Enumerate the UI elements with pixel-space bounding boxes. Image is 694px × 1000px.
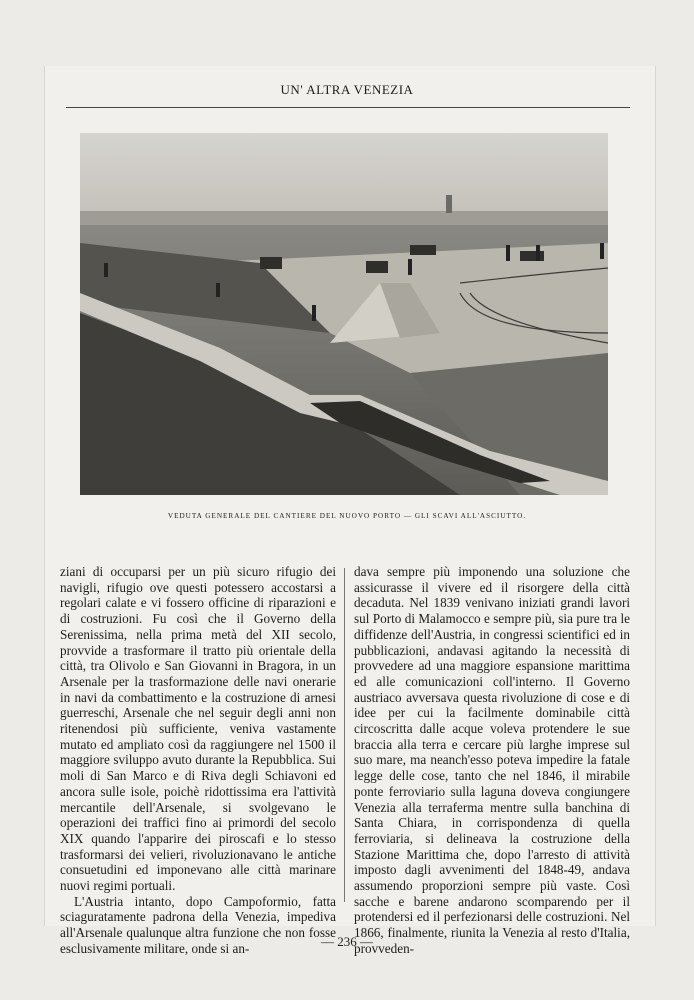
paragraph: L'Austria intanto, dopo Campoformio, fatta sciaguratamente padrona della Venezia, impediva all'Arsenale qualunque altra funzione che non fosse esclusivamente militare, onde si an- (60, 893, 336, 956)
paragraph: ziani di occuparsi per un più sicuro rifugio dei navigli, rifugio ove questi potessero accostarsi a regolari calate e vi fossero officine di riparazioni e di costruzioni. Fu così che il Governo della Serenissima, nella prima metà del XII secolo, provvide a trasformare il tratto più orientale della città, tra Olivolo e San Giovanni in Bragora, in un Arsenale per la trasformazione delle navi onerarie in navi da combattimento e la costruzione di arnesi guerreschi, Arsenale che nel seguir degli anni non ritenendosi più sufficiente, veniva vastamente mutato ed ampliato così da raggiungere nel 1500 il maggiore sviluppo avuto durante la Repubblica. Sui moli di San Marco e di Riva degli Schiavoni ed ancora sulle isole, poichè ridottissima era l'attività mercantile dell'Arsenale, si svolgevano le operazioni dei traffici fino ai primordi del secolo XIX quando l'apparire dei piroscafi e lo stesso trasformarsi dei velieri, rivoluzionavano le antiche consuetudini ed imponevano alle città marinare nuovi regimi portuali. (60, 564, 336, 894)
figure-caption: VEDUTA GENERALE DEL CANTIERE DEL NUOVO PORTO — GLI SCAVI ALL'ASCIUTTO. (167, 512, 527, 520)
header-rule (66, 107, 630, 108)
construction-site-photo (80, 133, 608, 495)
paragraph: dava sempre più imponendo una soluzione che assicurasse il vivere ed il risorgere della città decaduta. Nel 1839 venivano iniziati grandi lavori sul Porto di Malamocco e sempre più, sia pure tra le diffidenze dell'Austria, in congressi scientifici ed in pubblicazioni, andavasi agitando la necessità di provvedere ad una maggiore espansione marittima ed alle comunicazioni coll'interno. Il Governo austriaco avversava questa rivoluzione di cose e di idee per cui la facilmente dominabile città circoscritta dalle acque voleva protendere le sue braccia alla terra e cercare più larghe imprese sul suo mare, ma neanch'esso poteva impedire la fatale legge delle cose, tanto che nel 1846, il mirabile ponte ferroviario sulla laguna doveva congiungere Venezia alla terraferma mentre sulla banchina di Santa Chiara, in corrispondenza di quella ferroviaria, si delineava la costruzione della Stazione Marittima che, dopo l'arresto di attività imposto dagli avvenimenti del 1848-49, andava assumendo proporzioni sempre più vaste. Così sacche e barene andarono scomparendo per il protendersi ed il perfezionarsi delle costruzioni. Nel 1866, finalmente, riunita la Venezia al resto d'Italia, provveden- (354, 564, 630, 956)
text-column-right (354, 564, 630, 957)
text-column-left (60, 564, 336, 957)
running-title: UN' ALTRA VENEZIA (280, 82, 414, 97)
column-divider (344, 568, 345, 902)
page-number: — 236 — (321, 934, 373, 949)
